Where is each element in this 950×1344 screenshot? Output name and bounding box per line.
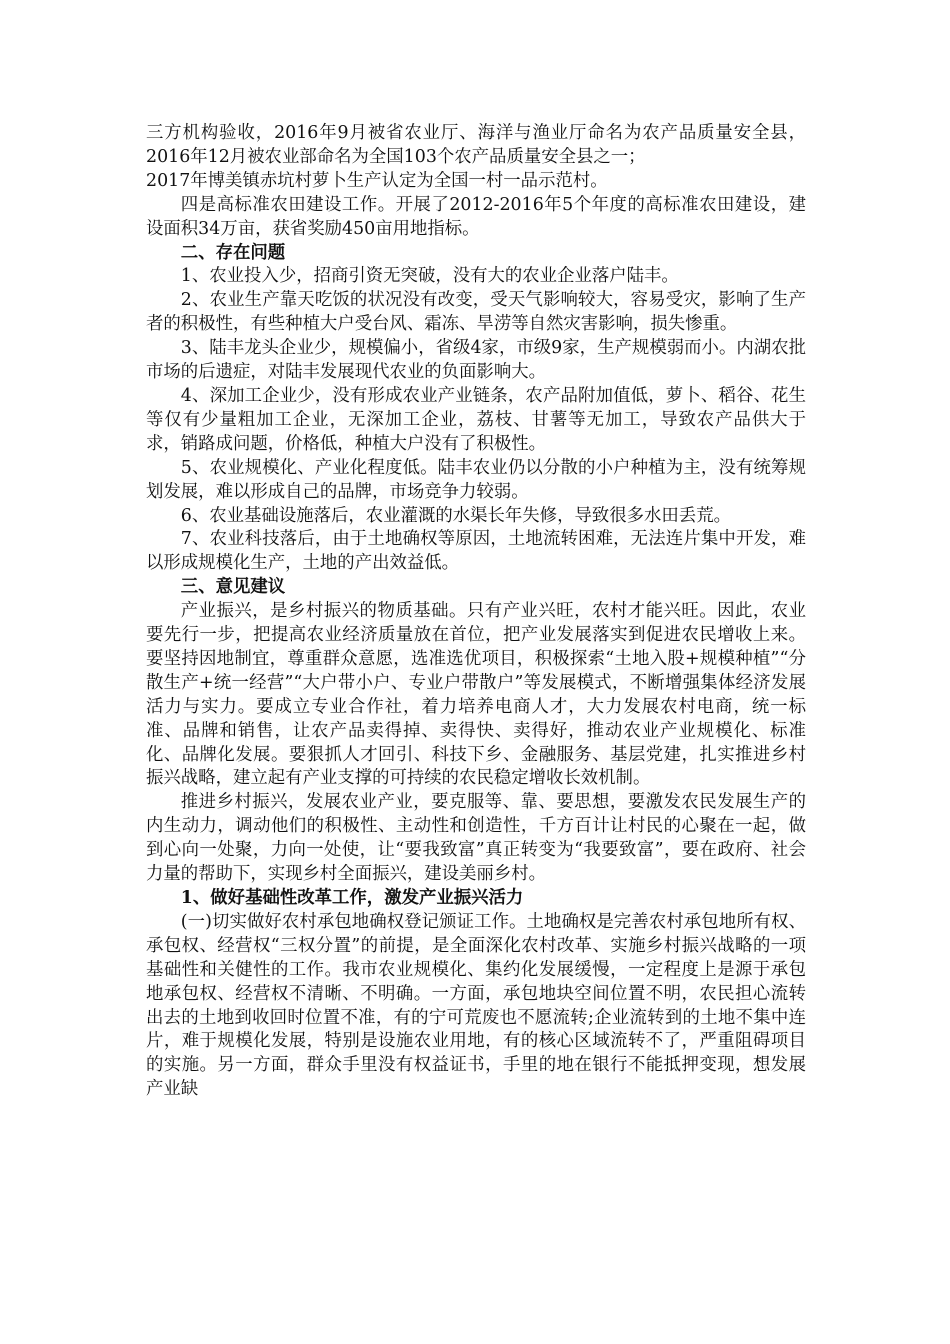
document-body bbox=[146, 122, 806, 1102]
paragraph: 四是高标准农田建设工作。开展了2012-2016年5个年度的高标准农田建设，建设面积34万亩，获省奖励450亩用地指标。 bbox=[146, 194, 806, 239]
paragraph: 4、深加工企业少，没有形成农业产业链条，农产品附加值低，萝卜、稻谷、花生等仅有少量粗加工企业，无深加工企业，荔枝、甘薯等无加工，导致农产品供大于求，销路成问题，价格低，种植大户没有了积极性。 bbox=[146, 385, 806, 454]
paragraph: 2、农业生产靠天吃饭的状况没有改变，受天气影响较大，容易受灾，影响了生产者的积极性，有些种植大户受台风、霜冻、旱涝等自然灾害影响，损失惨重。 bbox=[146, 290, 806, 335]
subsection-heading: 1、做好基础性改革工作，激发产业振兴活力 bbox=[180, 888, 524, 908]
paragraph: (一)切实做好农村承包地确权登记颁证工作。土地确权是完善农村承包地所有权、承包权、经营权“三权分置”的前提，是全面深化农村改革、实施乡村振兴战略的一项基础性和关健性的工作。我市农业规模化、集约化发展缓慢，一定程度上是源于承包地承包权、经营权不清晰、不明确。一方面，承包地块空间位置不明，农民担心流转出去的土地到收回时位置不准，有的宁可荒废也不愿流转;企业流转到的土地不集中连片，难于规模化发展，特别是设施农业用地，有的核心区域流转不了，严重阻碍项目的实施。另一方面，群众手里没有权益证书，手里的地在银行不能抵押变现，想发展产业缺 bbox=[146, 911, 806, 1100]
paragraph: 2017年博美镇赤坑村萝卜生产认定为全国一村一品示范村。 bbox=[146, 170, 608, 191]
paragraph: 3、陆丰龙头企业少，规模偏小，省级4家，市级9家，生产规模弱而小。内湖农批市场的后遗症，对陆丰发展现代农业的负面影响大。 bbox=[146, 338, 806, 383]
paragraph: 5、农业规模化、产业化程度低。陆丰农业仍以分散的小户种植为主，没有统筹规划发展，难以形成自己的品牌，市场竞争力较弱。 bbox=[146, 457, 806, 502]
paragraph: 7、农业科技落后，由于土地确权等原因，土地流转困难，无法连片集中开发，难以形成规模化生产，土地的产出效益低。 bbox=[146, 529, 806, 574]
paragraph: 1、农业投入少，招商引资无突破，没有大的农业企业落户陆丰。 bbox=[180, 266, 679, 287]
paragraph: 三方机构验收，2016年9月被省农业厅、海洋与渔业厅命名为农产品质量安全县，2016年12月被农业部命名为全国103个农产品质量安全县之一； bbox=[146, 123, 806, 167]
section-heading: 三、意见建议 bbox=[180, 577, 286, 598]
paragraph: 推进乡村振兴，发展农业产业，要克服等、靠、要思想，要激发农民发展生产的内生动力，调动他们的积极性、主动性和创造性，千方百计让村民的心聚在一起，做到心向一处聚，力向一处使，让“要我致富”真正转变为“我要致富”，要在政府、社会力量的帮助下，实现乡村全面振兴，建设美丽乡村。 bbox=[146, 792, 806, 885]
paragraph: 6、农业基础设施落后，农业灌溉的水渠长年失修，导致很多水田丢荒。 bbox=[180, 505, 731, 526]
paragraph: 产业振兴，是乡村振兴的物质基础。只有产业兴旺，农村才能兴旺。因此，农业要先行一步，把提高农业经济质量放在首位，把产业发展落实到促进农民增收上来。要坚持因地制宜，尊重群众意愿，选准选优项目，积极探索“土地入股+规模种植”“分散生产+统一经营”“大户带小户、专业户带散户”等发展模式，不断增强集体经济发展活力与实力。要成立专业合作社，着力培养电商人才，大力发展农村电商，统一标准、品牌和销售，让农产品卖得掉、卖得快、卖得好，推动农业产业规模化、标准化、品牌化发展。要狠抓人才回引、科技下乡、金融服务、基层党建，扎实推进乡村振兴战略，建立起有产业支撑的可持续的农民稳定增收长效机制。 bbox=[146, 601, 806, 789]
section-heading: 二、存在问题 bbox=[180, 242, 286, 263]
